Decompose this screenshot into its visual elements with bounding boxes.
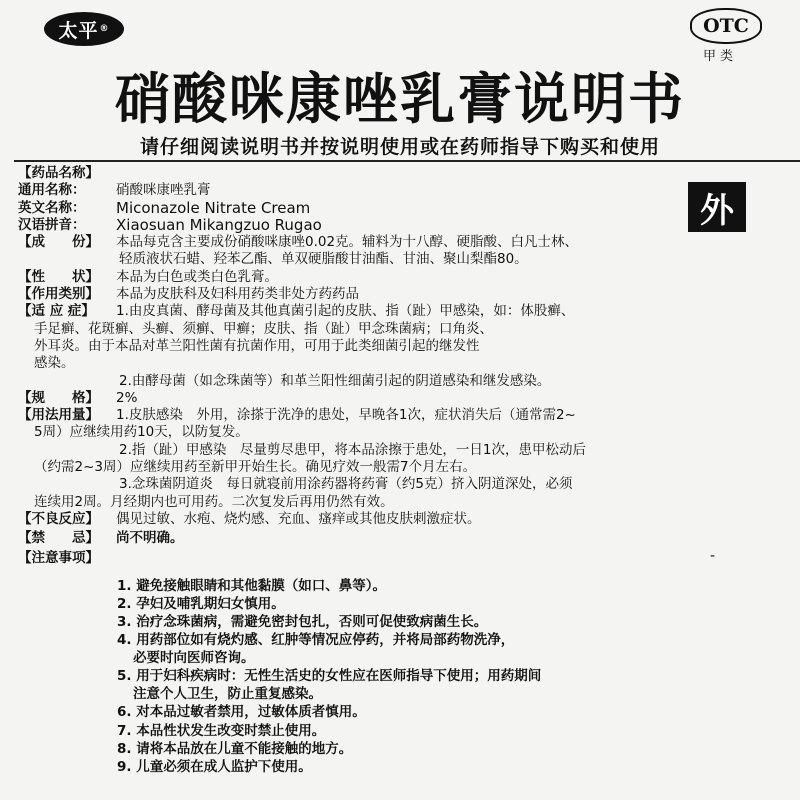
indication-line: 2.由酵母菌（如念珠菌等）和革兰阳性细菌引起的阴道感染和继发感染。	[119, 372, 551, 389]
section-composition	[18, 234, 758, 251]
precaution-item: 6. 对本品过敏者禁用，过敏体质者慎用。	[117, 704, 366, 721]
usage-line: （约需2~3周）应继续用药至新甲开始生长。确见疗效一般需7个月左右。	[34, 459, 477, 476]
field-label: 汉语拼音：	[18, 216, 86, 233]
section-label: 【适 应 症】	[18, 303, 95, 320]
composition-line: 轻质液状石蜡、羟苯乙酯、单双硬脂酸甘油酯、甘油、聚山梨酯80。	[119, 251, 528, 268]
section-adverse	[18, 511, 758, 528]
generic-name: 硝酸咪康唑乳膏	[116, 182, 211, 199]
usage-line: 2.指（趾）甲感染 尽量剪尽患甲，将本品涂擦于患处，一日1次，患甲松动后	[119, 441, 586, 458]
indication-line: 感染。	[34, 355, 75, 372]
category-text: 本品为皮肤科及妇科用药类非处方药药品	[116, 286, 359, 303]
precaution-item: 2. 孕妇及哺乳期妇女慎用。	[117, 595, 285, 612]
english-name-row	[18, 200, 758, 217]
brand-name: 太平	[58, 19, 99, 42]
section-properties	[18, 269, 758, 286]
section-label: 【注意事项】	[18, 549, 99, 566]
section-spec	[18, 390, 758, 407]
section-indications	[18, 303, 758, 320]
english-name: Miconazole Nitrate Cream	[116, 198, 311, 217]
margin-mark: -	[710, 548, 716, 564]
precaution-item: 5. 用于妇科疾病时：无性生活史的女性应在医师指导下使用；用药期间	[117, 668, 542, 685]
section-label: 【用法用量】	[18, 407, 99, 424]
indication-line: 1.由皮真菌、酵母菌及其他真菌引起的皮肤、指（趾）甲感染，如：体股癣、	[116, 303, 575, 320]
precaution-item: 7. 本品性状发生改变时禁止使用。	[117, 722, 326, 739]
external-use-badge: 外	[688, 182, 746, 232]
section-contraindications	[18, 530, 758, 547]
section-label: 【不良反应】	[18, 510, 99, 527]
registered-mark: ®	[99, 24, 110, 34]
page-subtitle: 请仔细阅读说明书并按说明使用或在药师指导下购买和使用	[139, 136, 660, 158]
usage-line: 5周）应继续用药10天，以防复发。	[34, 424, 249, 441]
field-label: 通用名称：	[18, 182, 86, 199]
properties-text: 本品为白色或类白色乳膏。	[116, 268, 278, 285]
indication-line: 外耳炎。由于本品对革兰阳性菌有抗菌作用，可用于此类细菌引起的继发性	[34, 337, 480, 354]
leaflet-body	[18, 165, 758, 776]
precaution-item: 4. 用药部位如有烧灼感、红肿等情况应停药，并将局部药物洗净，	[117, 632, 515, 649]
precaution-item-continued: 注意个人卫生，防止重复感染。	[133, 686, 322, 703]
otc-badge: OTC	[690, 8, 762, 44]
section-usage	[18, 407, 758, 424]
generic-name-row	[18, 182, 758, 199]
usage-line: 连续用2周。月经期内也可用药。二次复发后再用仍然有效。	[34, 493, 394, 510]
section-label: 【药品名称】	[18, 165, 99, 181]
brand-logo	[44, 12, 124, 46]
composition-line: 本品每克含主要成份硝酸咪康唑0.02克。辅料为十八醇、硬脂酸、白凡士林、	[116, 234, 579, 251]
pinyin-row	[18, 217, 758, 234]
section-drug-name	[18, 165, 758, 182]
indication-line: 手足癣、花斑癣、头癣、须癣、甲癣；皮肤、指（趾）甲念珠菌病；口角炎、	[34, 320, 493, 337]
adverse-text: 偶见过敏、水疱、烧灼感、充血、瘙痒或其他皮肤刺激症状。	[116, 510, 481, 527]
section-precautions	[18, 550, 758, 567]
usage-line: 1.皮肤感染 外用，涂搽于洗净的患处，早晚各1次，症状消失后（通常需2~	[116, 407, 576, 424]
pinyin-name: Xiaosuan Mikangzuo Rugao	[116, 215, 322, 234]
section-category	[18, 286, 758, 303]
usage-line: 3.念珠菌阴道炎 每日就寝前用涂药器将药膏（约5克）挤入阴道深处，必须	[119, 476, 573, 493]
section-label: 【性 状】	[18, 268, 99, 285]
section-label: 【禁 忌】	[18, 530, 99, 547]
section-label: 【规 格】	[18, 389, 99, 406]
section-label: 【作用类别】	[18, 286, 99, 303]
section-label: 【成 份】	[18, 234, 99, 251]
page-title: 硝酸咪康唑乳膏说明书	[114, 67, 685, 131]
precaution-item: 9. 儿童必须在成人监护下使用。	[117, 758, 312, 775]
precaution-item-continued: 必要时向医师咨询。	[133, 650, 255, 667]
field-label: 英文名称：	[18, 199, 86, 216]
precautions-list	[0, 577, 758, 776]
contraindications-text: 尚不明确。	[116, 530, 184, 547]
header-divider	[14, 160, 800, 162]
precaution-item: 8. 请将本品放在儿童不能接触的地方。	[117, 740, 353, 757]
precaution-item: 1. 避免接触眼睛和其他黏膜（如口、鼻等）。	[117, 577, 386, 594]
otc-class: 甲类	[703, 49, 738, 64]
precaution-item: 3. 治疗念珠菌病，需避免密封包扎，否则可促使致病菌生长。	[117, 614, 488, 631]
spec-text: 2%	[116, 389, 138, 406]
